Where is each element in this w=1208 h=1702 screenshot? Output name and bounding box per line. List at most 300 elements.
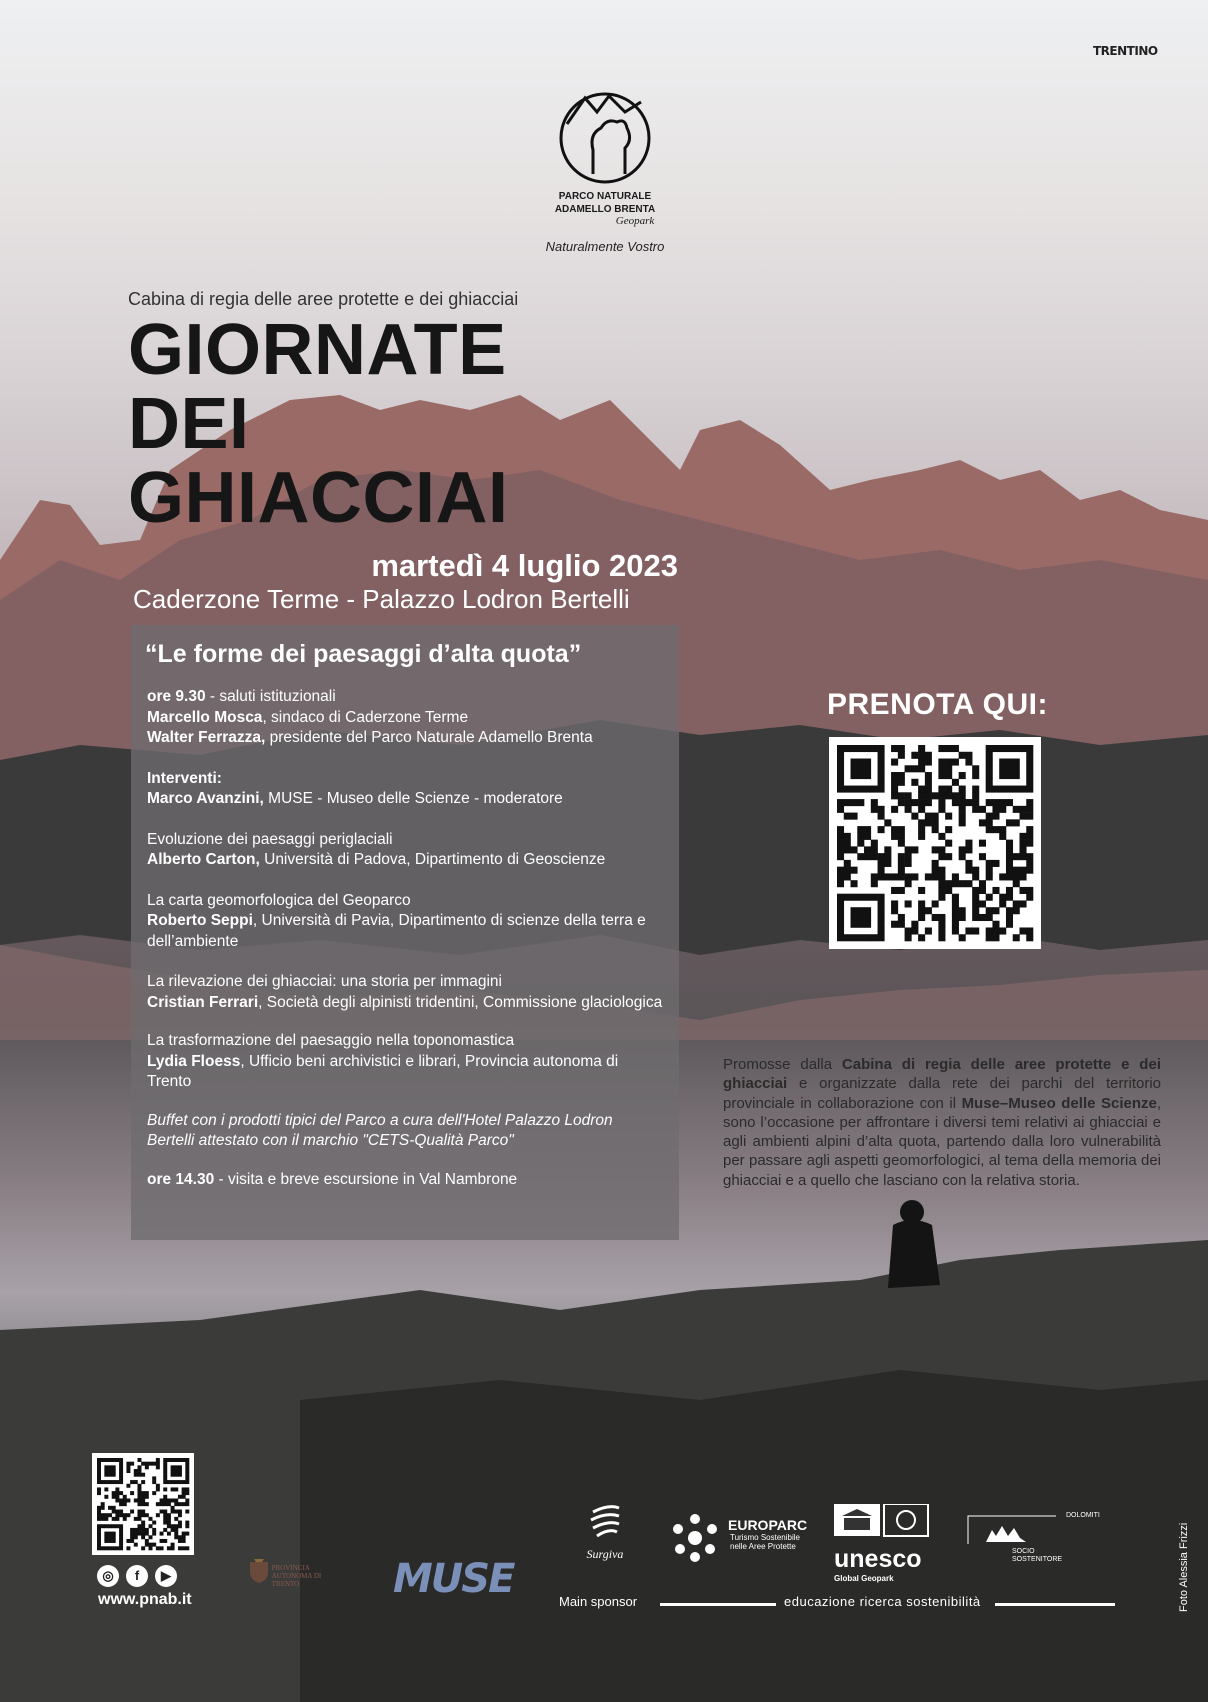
qr-module — [137, 1502, 141, 1506]
qr-module — [178, 1502, 182, 1506]
park-name-line2: ADAMELLO BRENTA — [554, 204, 656, 215]
qr-module — [992, 826, 999, 833]
qr-module — [163, 1498, 167, 1502]
qr-module — [918, 806, 925, 813]
qr-module — [999, 826, 1006, 833]
qr-module — [959, 799, 966, 806]
qr-module — [932, 813, 939, 820]
talk1-role: Università di Padova, Dipartimento di Geoscienze — [259, 851, 606, 868]
qr-module — [938, 934, 945, 941]
qr-module — [891, 745, 898, 752]
qr-module — [185, 1465, 189, 1469]
qr-module — [986, 826, 993, 833]
qr-module — [1026, 826, 1033, 833]
qr-module — [104, 1465, 108, 1469]
qr-module — [972, 786, 979, 793]
qr-module — [163, 1510, 167, 1514]
qr-module — [952, 921, 959, 928]
qr-module — [965, 799, 972, 806]
qr-module — [112, 1458, 116, 1462]
program-talk-3 — [147, 972, 663, 1013]
qr-module — [878, 934, 885, 941]
qr-module — [97, 1473, 101, 1477]
qr-module — [1013, 867, 1020, 874]
qr-module — [905, 806, 912, 813]
qr-module — [178, 1546, 182, 1550]
qr-module — [945, 840, 952, 847]
program-title: “Le forme dei paesaggi d’alta quota” — [145, 640, 582, 668]
qr-module — [160, 1546, 164, 1550]
qr-module — [119, 1465, 123, 1469]
qr-module — [97, 1532, 101, 1536]
qr-module — [891, 873, 898, 880]
dolomiti-name: DOLOMITI — [1066, 1512, 1100, 1519]
qr-module — [986, 867, 993, 874]
qr-module — [898, 867, 905, 874]
qr-module — [945, 772, 952, 779]
qr-module — [905, 900, 912, 907]
qr-module — [112, 1510, 116, 1514]
qr-module — [857, 786, 864, 793]
qr-module — [905, 853, 912, 860]
qr-module — [97, 1513, 101, 1517]
desc-part-2: e organizzate dalla rete dei parchi del territorio provinciale in collaborazione con il — [723, 1075, 1161, 1112]
qr-module — [878, 894, 885, 901]
qr-module — [918, 799, 925, 806]
qr-module — [911, 765, 918, 772]
qr-module — [986, 914, 993, 921]
qr-module — [952, 792, 959, 799]
qr-module — [972, 900, 979, 907]
qr-module — [891, 786, 898, 793]
qr-module — [174, 1517, 178, 1521]
qr-module — [837, 826, 844, 833]
qr-module — [1006, 894, 1013, 901]
qr-module — [965, 752, 972, 759]
qr-module — [163, 1458, 167, 1462]
youtube-icon[interactable]: ▶ — [155, 1565, 177, 1587]
qr-module — [864, 833, 871, 840]
qr-module — [167, 1532, 171, 1536]
qr-module — [844, 860, 851, 867]
qr-module — [104, 1480, 108, 1484]
qr-code-icon — [92, 1453, 194, 1555]
qr-module — [945, 826, 952, 833]
qr-module — [918, 786, 925, 793]
qr-module — [898, 792, 905, 799]
qr-module — [104, 1524, 108, 1528]
qr-module — [878, 765, 885, 772]
qr-module — [112, 1473, 116, 1477]
qr-module — [108, 1532, 112, 1536]
qr-module — [871, 846, 878, 853]
unesco-temple-icon — [834, 1504, 934, 1538]
qr-module — [112, 1465, 116, 1469]
qr-module — [119, 1480, 123, 1484]
qr-module — [911, 752, 918, 759]
qr-module — [878, 853, 885, 860]
europarc-sub-2: nelle Aree Protette — [730, 1542, 796, 1551]
qr-module — [1019, 806, 1026, 813]
qr-module — [871, 799, 878, 806]
qr-module — [837, 853, 844, 860]
qr-module — [851, 846, 858, 853]
qr-module — [959, 813, 966, 820]
speaker1-name: Marcello Mosca — [147, 708, 263, 726]
qr-module — [163, 1487, 167, 1491]
qr-module — [972, 772, 979, 779]
qr-module — [878, 813, 885, 820]
talk3-role: , Società degli alpinisti tridentini, Commissione glaciologica — [258, 993, 663, 1011]
qr-module — [871, 934, 878, 941]
qr-module — [1013, 873, 1020, 880]
qr-module — [844, 894, 851, 901]
qr-module — [1013, 745, 1020, 752]
qr-module — [837, 894, 844, 901]
qr-module — [163, 1465, 167, 1469]
qr-module — [137, 1487, 141, 1491]
qr-module — [1026, 806, 1033, 813]
qr-module — [878, 759, 885, 766]
qr-module — [918, 765, 925, 772]
qr-module — [979, 819, 986, 826]
bear-mountain-logo-icon — [553, 88, 657, 184]
qr-module — [952, 779, 959, 786]
qr-module — [185, 1458, 189, 1462]
qr-module — [938, 759, 945, 766]
qr-module — [857, 772, 864, 779]
qr-module — [108, 1524, 112, 1528]
qr-module — [141, 1532, 145, 1536]
qr-module — [163, 1528, 167, 1532]
qr-module — [911, 799, 918, 806]
qr-module — [108, 1458, 112, 1462]
qr-module — [851, 914, 858, 921]
qr-module — [145, 1543, 149, 1547]
qr-module — [167, 1521, 171, 1525]
qr-module — [898, 914, 905, 921]
qr-module — [925, 752, 932, 759]
qr-module — [101, 1517, 105, 1521]
qr-module — [112, 1524, 116, 1528]
qr-module — [938, 792, 945, 799]
title-line-1: GIORNATE — [128, 310, 507, 390]
qr-module — [918, 833, 925, 840]
qr-module — [108, 1539, 112, 1543]
qr-module — [999, 927, 1006, 934]
qr-module — [182, 1539, 186, 1543]
qr-module — [837, 806, 844, 813]
qr-module — [972, 799, 979, 806]
qr-module — [1013, 880, 1020, 887]
qr-module — [959, 934, 966, 941]
qr-module — [938, 806, 945, 813]
qr-module — [938, 927, 945, 934]
instagram-icon[interactable]: ◎ — [97, 1565, 119, 1587]
qr-module — [857, 907, 864, 914]
qr-module — [932, 867, 939, 874]
qr-module — [171, 1498, 175, 1502]
qr-module — [999, 759, 1006, 766]
qr-module — [918, 759, 925, 766]
qr-module — [185, 1510, 189, 1514]
qr-module — [986, 779, 993, 786]
qr-module — [938, 873, 945, 880]
afternoon-time: ore 14.30 — [147, 1170, 215, 1188]
qr-module — [1013, 819, 1020, 826]
park-logo[interactable] — [530, 88, 680, 227]
qr-module — [871, 880, 878, 887]
qr-module — [851, 880, 858, 887]
website-qr-code[interactable] — [92, 1453, 194, 1555]
qr-module — [134, 1517, 138, 1521]
qr-module — [959, 786, 966, 793]
qr-module — [878, 826, 885, 833]
qr-module — [986, 752, 993, 759]
qr-module — [130, 1535, 134, 1539]
qr-module — [925, 873, 932, 880]
qr-module — [1006, 907, 1013, 914]
qr-module — [972, 887, 979, 894]
qr-module — [1026, 867, 1033, 874]
qr-module — [864, 934, 871, 941]
qr-module — [1026, 927, 1033, 934]
qr-module — [1026, 752, 1033, 759]
program-panel — [131, 625, 679, 1240]
qr-module — [891, 921, 898, 928]
desc-part-1: Promosse dalla — [723, 1056, 842, 1073]
qr-module — [1026, 765, 1033, 772]
qr-module — [119, 1491, 123, 1495]
photo-credit: Foto Alessia Frizzi — [1178, 1522, 1190, 1612]
qr-module — [999, 833, 1006, 840]
desc-part-3: , sono l’occasione per affrontare i diversi temi relativi ai ghiacciai e agli ambienti alpini d’alta quota, partendo dalla loro vulnerabilità per passare agli aspetti geomorfologici, al tema della memoria dei ghiacciai e a quello che lasciano con la relativa storia. — [723, 1094, 1162, 1189]
qr-module — [891, 833, 898, 840]
qr-module — [878, 927, 885, 934]
qr-module — [857, 826, 864, 833]
qr-module — [999, 900, 1006, 907]
qr-module — [97, 1458, 101, 1462]
qr-module — [965, 867, 972, 874]
qr-module — [898, 921, 905, 928]
qr-module — [163, 1476, 167, 1480]
qr-module — [152, 1462, 156, 1466]
qr-module — [145, 1465, 149, 1469]
qr-module — [163, 1495, 167, 1499]
qr-module — [119, 1462, 123, 1466]
qr-module — [986, 745, 993, 752]
europarc-star-icon — [668, 1511, 722, 1565]
qr-module — [171, 1506, 175, 1510]
qr-module — [108, 1469, 112, 1473]
qr-module — [174, 1535, 178, 1539]
qr-module — [851, 867, 858, 874]
qr-module — [938, 867, 945, 874]
event-place: Caderzone Terme - Palazzo Lodron Bertelli — [133, 584, 630, 614]
qr-module — [864, 846, 871, 853]
qr-module — [878, 779, 885, 786]
qr-module — [104, 1513, 108, 1517]
qr-module — [878, 867, 885, 874]
qr-module — [137, 1510, 141, 1514]
qr-module — [864, 853, 871, 860]
qr-module — [174, 1487, 178, 1491]
qr-module — [959, 907, 966, 914]
qr-module — [992, 887, 999, 894]
qr-module — [156, 1465, 160, 1469]
qr-module — [1019, 873, 1026, 880]
qr-module — [141, 1462, 145, 1466]
qr-module — [119, 1458, 123, 1462]
talk2-role: , Università di Pavia, Dipartimento di scienze della terra e dell’ambiente — [147, 912, 646, 950]
qr-module — [1026, 799, 1033, 806]
qr-module — [97, 1506, 101, 1510]
title-line-2: DEI — [128, 384, 250, 464]
facebook-icon[interactable]: f — [126, 1565, 148, 1587]
qr-module — [134, 1480, 138, 1484]
qr-module — [999, 745, 1006, 752]
qr-module — [182, 1458, 186, 1462]
qr-module — [1006, 914, 1013, 921]
qr-module — [1006, 772, 1013, 779]
qr-module — [119, 1502, 123, 1506]
qr-module — [972, 867, 979, 874]
qr-module — [141, 1510, 145, 1514]
qr-module — [126, 1513, 130, 1517]
qr-module — [918, 826, 925, 833]
qr-module — [952, 873, 959, 880]
qr-module — [178, 1535, 182, 1539]
qr-module — [945, 853, 952, 860]
qr-module — [857, 914, 864, 921]
qr-module — [97, 1480, 101, 1484]
qr-module — [986, 873, 993, 880]
qr-module — [119, 1546, 123, 1550]
qr-module — [972, 765, 979, 772]
qr-module — [137, 1524, 141, 1528]
qr-module — [174, 1469, 178, 1473]
qr-module — [925, 779, 932, 786]
qr-module — [979, 900, 986, 907]
qr-module — [837, 752, 844, 759]
qr-module — [141, 1498, 145, 1502]
qr-module — [1013, 934, 1020, 941]
qr-module — [905, 846, 912, 853]
qr-module — [851, 934, 858, 941]
social-links — [97, 1565, 184, 1587]
qr-module — [844, 813, 851, 820]
qr-module — [878, 752, 885, 759]
qr-module — [178, 1495, 182, 1499]
qr-module — [134, 1532, 138, 1536]
booking-qr-code[interactable] — [829, 737, 1041, 949]
qr-module — [1006, 799, 1013, 806]
province-text: PROVINCIA AUTONOMA DI TRENTO — [271, 1564, 322, 1588]
qr-module — [1013, 806, 1020, 813]
qr-module — [918, 934, 925, 941]
qr-module — [163, 1517, 167, 1521]
qr-module — [952, 914, 959, 921]
qr-module — [104, 1487, 108, 1491]
qr-module — [837, 772, 844, 779]
qr-module — [965, 846, 972, 853]
qr-module — [851, 759, 858, 766]
qr-module — [864, 907, 871, 914]
qr-module — [857, 765, 864, 772]
qr-module — [160, 1498, 164, 1502]
qr-module — [149, 1546, 153, 1550]
qr-module — [878, 873, 885, 880]
qr-module — [905, 934, 912, 941]
qr-module — [141, 1480, 145, 1484]
qr-module — [857, 921, 864, 928]
qr-module — [938, 799, 945, 806]
qr-module — [837, 900, 844, 907]
qr-module — [163, 1513, 167, 1517]
qr-module — [932, 873, 939, 880]
qr-module — [932, 900, 939, 907]
qr-module — [1006, 846, 1013, 853]
qr-module — [115, 1517, 119, 1521]
qr-module — [178, 1513, 182, 1517]
qr-module — [141, 1502, 145, 1506]
program-interventi — [147, 769, 663, 810]
qr-module — [141, 1546, 145, 1550]
qr-module — [965, 927, 972, 934]
qr-module — [149, 1517, 153, 1521]
qr-module — [878, 806, 885, 813]
qr-module — [938, 921, 945, 928]
qr-module — [112, 1506, 116, 1510]
qr-module — [171, 1473, 175, 1477]
qr-module — [992, 799, 999, 806]
qr-module — [104, 1458, 108, 1462]
qr-module — [871, 786, 878, 793]
qr-module — [1026, 853, 1033, 860]
website-link[interactable]: www.pnab.it — [98, 1591, 192, 1608]
qr-module — [167, 1513, 171, 1517]
qr-module — [97, 1510, 101, 1514]
qr-module — [185, 1462, 189, 1466]
qr-module — [137, 1484, 141, 1488]
qr-module — [182, 1532, 186, 1536]
qr-module — [905, 765, 912, 772]
qr-module — [134, 1528, 138, 1532]
qr-module — [1013, 759, 1020, 766]
qr-module — [126, 1546, 130, 1550]
qr-module — [156, 1484, 160, 1488]
qr-module — [979, 853, 986, 860]
qr-module — [898, 745, 905, 752]
qr-module — [156, 1513, 160, 1517]
talk4-speaker: Lydia Floess — [147, 1052, 241, 1070]
qr-module — [101, 1502, 105, 1506]
qr-module — [101, 1546, 105, 1550]
qr-module — [986, 907, 993, 914]
qr-module — [864, 894, 871, 901]
qr-module — [857, 894, 864, 901]
qr-module — [163, 1469, 167, 1473]
qr-module — [911, 873, 918, 880]
qr-module — [178, 1539, 182, 1543]
speaker1-role: , sindaco di Caderzone Terme — [262, 708, 469, 726]
qr-module — [185, 1524, 189, 1528]
qr-module — [959, 772, 966, 779]
qr-module — [1006, 867, 1013, 874]
qr-module — [837, 867, 844, 874]
qr-module — [130, 1491, 134, 1495]
qr-module — [918, 887, 925, 894]
